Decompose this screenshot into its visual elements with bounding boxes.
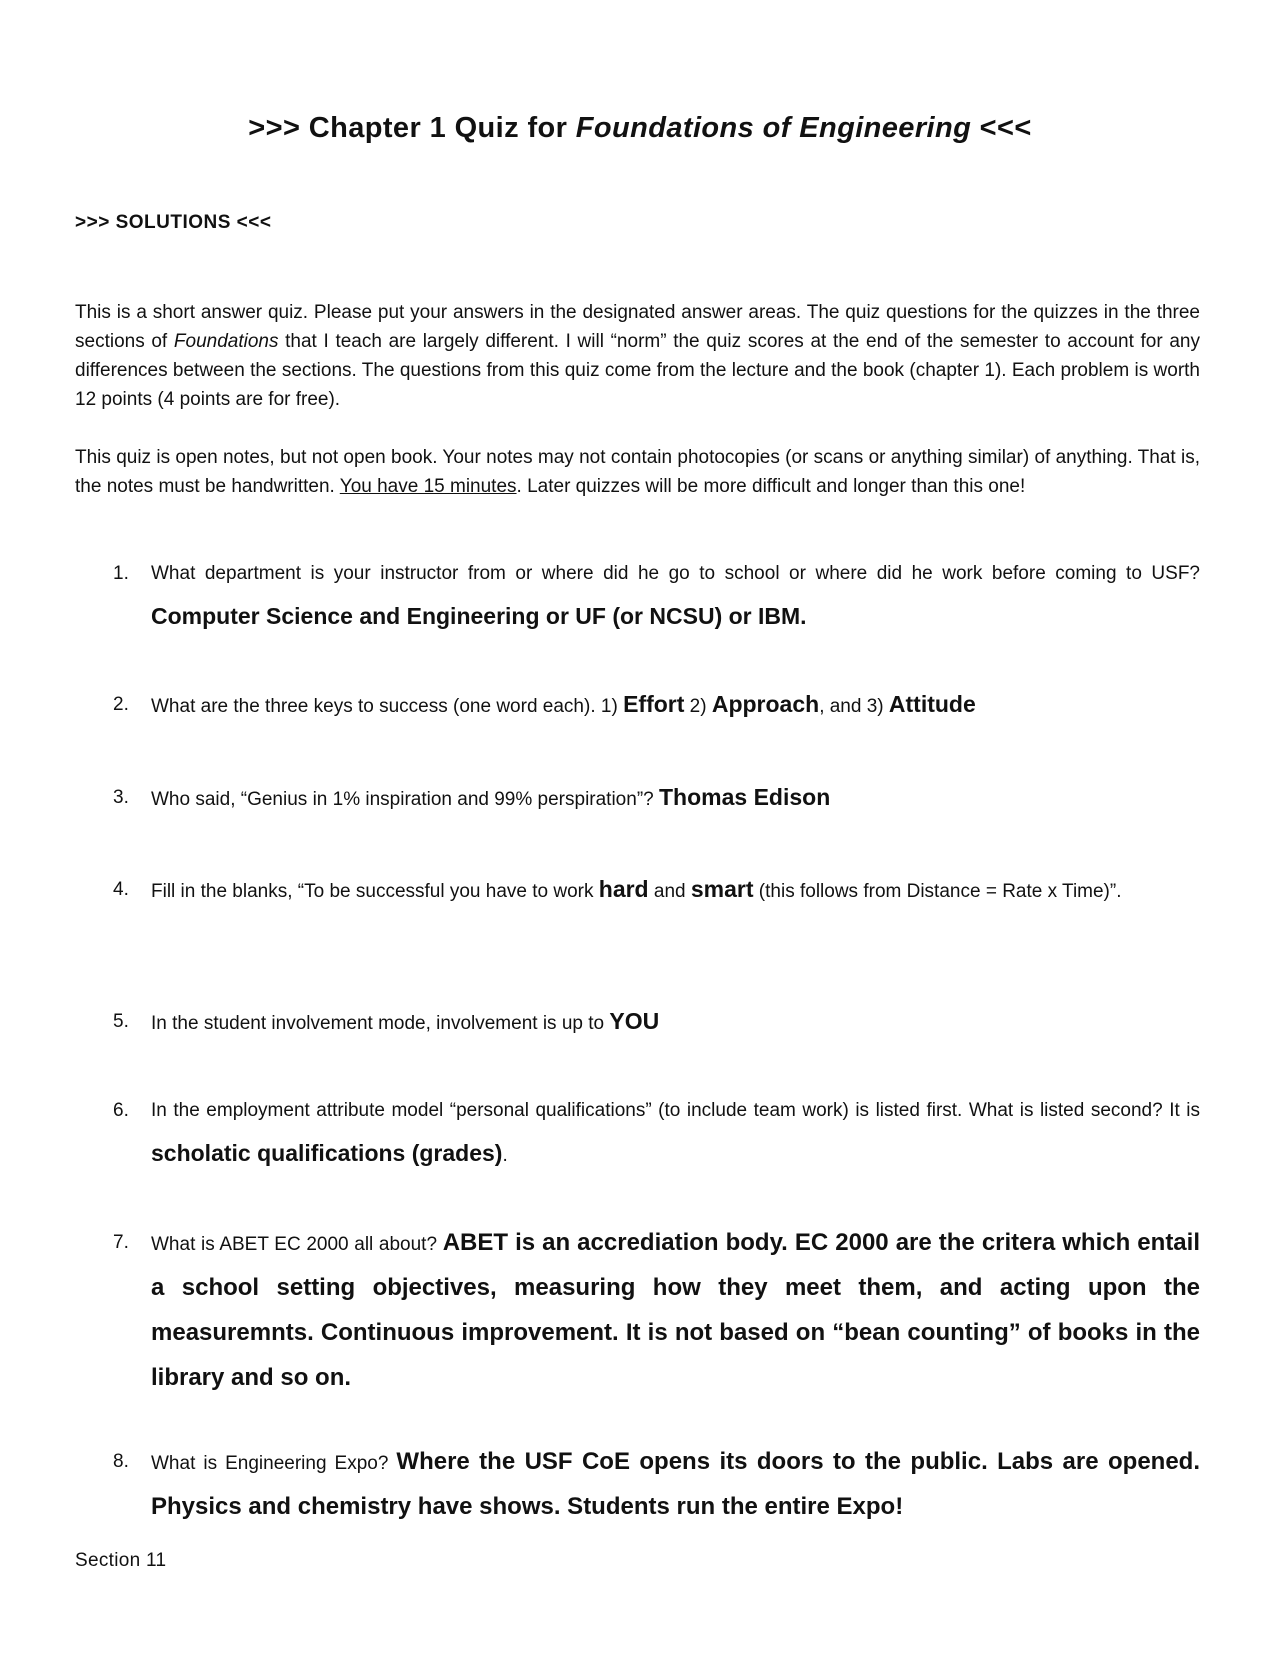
question-8 [75, 1440, 1200, 1530]
intro-text-1: This is a short answer quiz. Please put your answers in the designated answer areas. The quiz questions for the quizzes in the three sections of [75, 302, 1200, 352]
question-text-3: (this follows from Distance = Rate x Time)”. [753, 881, 1122, 902]
question-text: In the employment attribute model “personal qualifications” (to include team work) is listed first. What is listed second? It is [151, 1100, 1200, 1121]
question-text: What is ABET EC 2000 all about? [151, 1234, 443, 1255]
question-2 [75, 683, 1200, 728]
answer-text: Where the USF CoE opens its doors to the public. Labs are opened. Physics and chemistry have shows. Students run the entire Expo! [151, 1448, 1200, 1520]
question-text-2: and [648, 881, 691, 902]
question-number: 4. [113, 879, 129, 900]
question-number: 3. [113, 787, 129, 808]
intro-text-2: that I teach are largely different. I will “norm” the quiz scores at the end of the semester to account for any differences between the sections. The questions from this quiz come from the lecture and the book (chapter 1). Each problem is worth 12 points (4 points are for free). [75, 331, 1200, 410]
rules-paragraph [75, 443, 1200, 501]
rules-text-1: This quiz is open notes, but not open book. Your notes may not contain photocopies (or scans or anything similar) of anything. That is, the notes must be handwritten. [75, 447, 1200, 497]
question-text: What are the three keys to success (one word each). 1) [151, 696, 624, 717]
question-number: 1. [113, 563, 129, 584]
question-text: Fill in the blanks, “To be successful you have to work [151, 881, 599, 902]
title-prefix: >>> Chapter 1 Quiz for [248, 112, 576, 144]
question-text-3: , and 3) [819, 696, 889, 717]
section-footer: Section 11 [75, 1550, 167, 1571]
question-text-2: 2) [684, 696, 712, 717]
question-text-end: . [502, 1145, 508, 1166]
answer-text: Computer Science and Engineering or UF (or NCSU) or IBM. [151, 603, 807, 629]
question-3 [75, 776, 1200, 821]
question-text: What department is your instructor from or where did he go to school or where did he work before coming to USF? [151, 563, 1200, 584]
time-limit-text: You have 15 minutes [339, 476, 517, 497]
question-number: 7. [113, 1232, 129, 1253]
question-number: 5. [113, 1011, 129, 1032]
intro-book-name: Foundations [173, 331, 279, 352]
answer-text: YOU [609, 1008, 660, 1034]
solutions-heading: >>> SOLUTIONS <<< [75, 212, 272, 233]
question-1 [75, 552, 1200, 640]
question-7 [75, 1221, 1200, 1401]
intro-paragraph [75, 298, 1200, 414]
question-text: What is Engineering Expo? [151, 1453, 397, 1474]
question-text: In the student involvement mode, involvement is up to [151, 1013, 610, 1034]
question-6 [75, 1089, 1200, 1177]
question-5 [75, 1000, 1200, 1045]
page-title [0, 112, 1280, 145]
rules-text-2: . Later quizzes will be more difficult and longer than this one! [516, 476, 1026, 497]
question-number: 6. [113, 1100, 129, 1121]
answer-hard: hard [598, 876, 649, 902]
answer-approach: Approach [711, 691, 820, 717]
question-text: Who said, “Genius in 1% inspiration and 99% perspiration”? [151, 789, 659, 810]
title-suffix: <<< [971, 112, 1032, 144]
answer-text: ABET is an accrediation body. EC 2000 are the critera which entail a school setting objectives, measuring how they meet them, and acting upon the measuremnts. Continuous improvement. It is not based on “bean counting” of books in the library and so on. [151, 1229, 1200, 1391]
answer-attitude: Attitude [888, 691, 976, 717]
answer-effort: Effort [623, 691, 685, 717]
answer-text: Thomas Edison [659, 784, 831, 810]
answer-smart: smart [690, 876, 754, 902]
question-number: 2. [113, 694, 129, 715]
answer-text: scholatic qualifications (grades) [151, 1140, 503, 1166]
question-4 [75, 868, 1200, 913]
question-number: 8. [113, 1451, 129, 1472]
title-book-name: Foundations of Engineering [575, 112, 972, 144]
